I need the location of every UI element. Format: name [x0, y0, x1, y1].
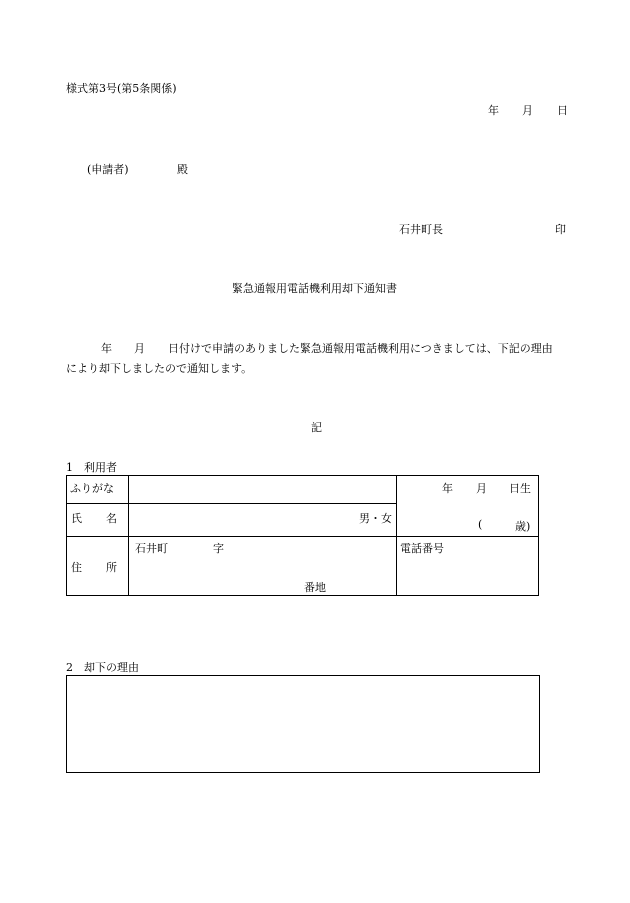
document-title: 緊急通報用電話機利用却下通知書	[232, 282, 397, 295]
name-label-2: 名	[106, 512, 117, 525]
issue-date-month: 月	[522, 104, 533, 117]
name-label-1: 氏	[71, 512, 82, 525]
body-line-1: 日付けで申請のありました緊急通報用電話機利用につきましては、下記の理由	[168, 342, 553, 355]
section-1-heading: 1 利用者	[66, 461, 117, 474]
rejection-reason-box[interactable]	[66, 675, 540, 773]
birth-month: 月	[476, 482, 487, 495]
gender-options[interactable]: 男・女	[359, 512, 392, 525]
phone-field[interactable]	[397, 537, 539, 596]
ki-heading: 記	[311, 421, 322, 434]
address-label-2: 所	[106, 561, 117, 574]
birth-date-cell[interactable]	[397, 476, 539, 537]
name-label-cell	[67, 504, 129, 537]
body-month: 月	[134, 342, 145, 355]
age-open: (	[478, 518, 483, 531]
address-label-cell	[67, 537, 129, 596]
name-field[interactable]	[129, 504, 397, 537]
body-line-2: により却下しましたので通知します。	[66, 362, 253, 375]
issuer-title: 石井町長	[399, 223, 443, 236]
address-field[interactable]	[129, 537, 397, 596]
issue-date-day: 日	[557, 104, 568, 117]
address-banchi: 番地	[304, 581, 326, 594]
recipient-label: (申請者)	[87, 163, 129, 176]
form-number: 様式第3号(第5条関係)	[66, 82, 177, 95]
furigana-label-cell	[67, 476, 129, 504]
address-town: 石井町	[135, 542, 168, 555]
furigana-field[interactable]	[129, 476, 397, 504]
phone-label: 電話番号	[400, 542, 444, 555]
issuer-seal: 印	[555, 223, 566, 236]
issue-date-year: 年	[488, 104, 499, 117]
furigana-label: ふりがな	[70, 482, 114, 495]
recipient-honorific: 殿	[177, 163, 188, 176]
address-label-1: 住	[71, 561, 82, 574]
section-2-heading: 2 却下の理由	[66, 661, 139, 674]
address-aza: 字	[213, 542, 224, 555]
applicant-table	[66, 475, 539, 596]
age-close: 歳)	[515, 520, 531, 533]
body-year: 年	[101, 342, 112, 355]
birth-year: 年	[442, 482, 453, 495]
birth-day: 日生	[509, 482, 531, 495]
